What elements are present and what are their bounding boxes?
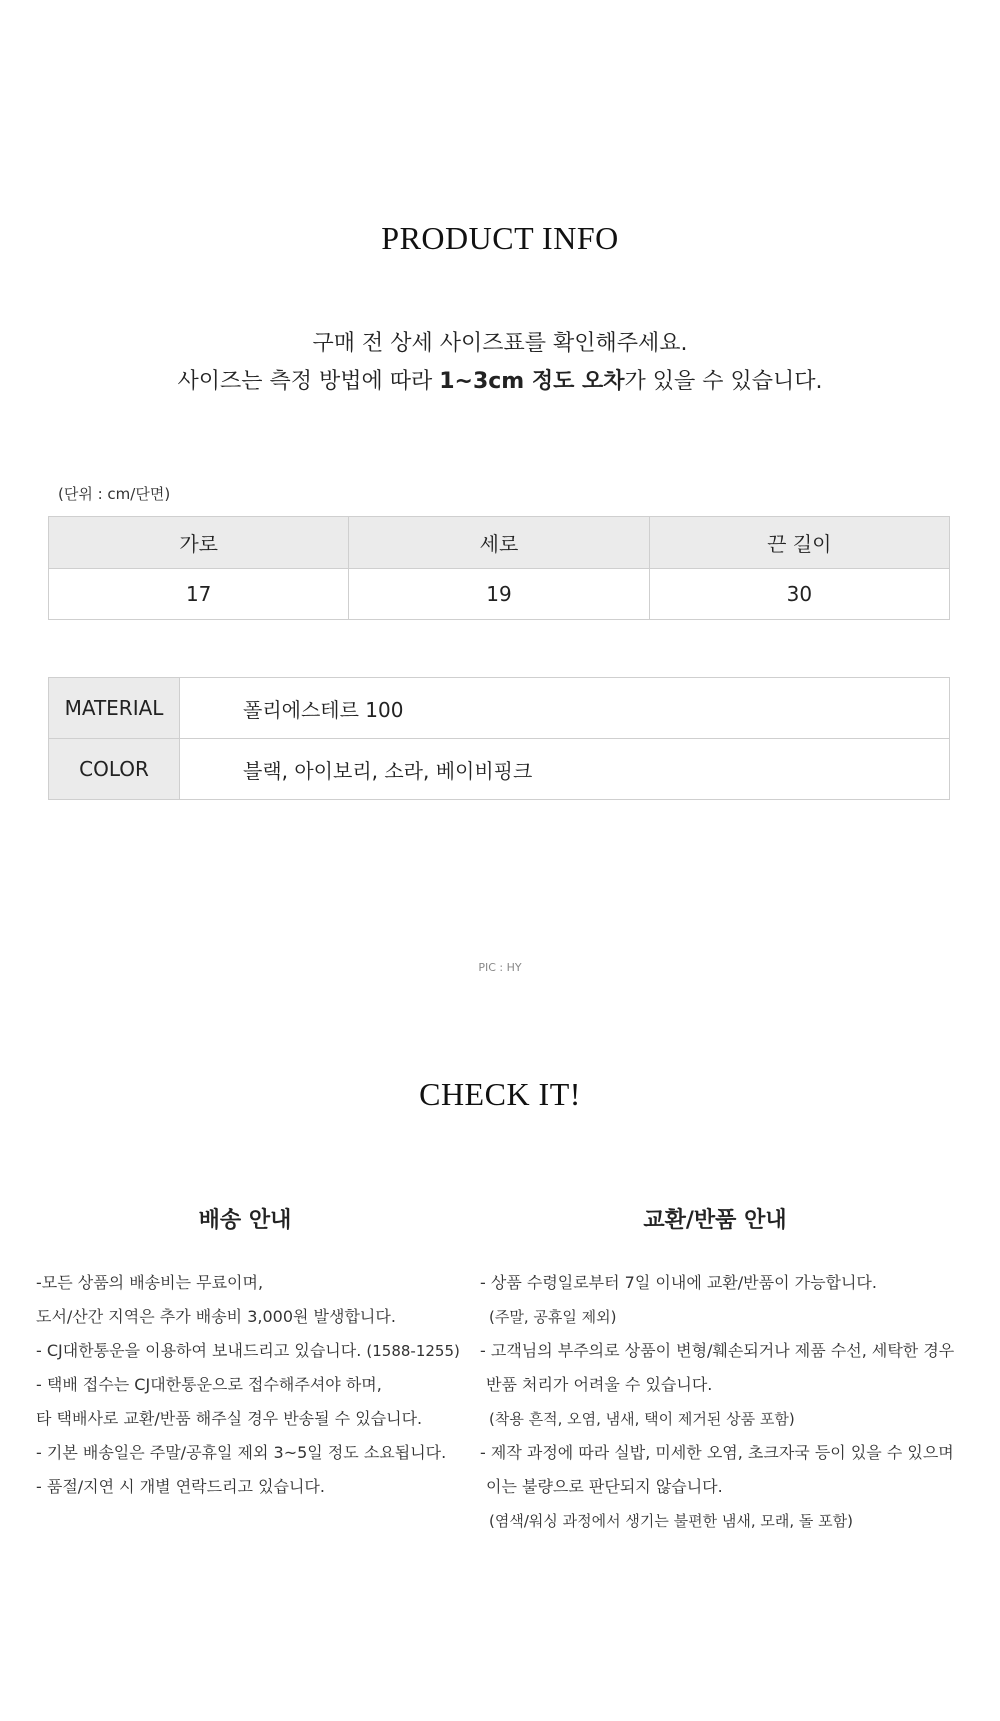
list-item: 이는 불량으로 판단되지 않습니다. <box>486 1477 723 1496</box>
list-item: (착용 흔적, 오염, 냄새, 택이 제거된 상품 포함) <box>489 1410 795 1428</box>
size-header-height: 세로 <box>349 517 649 569</box>
list-item <box>36 1334 460 1368</box>
intro-line-2-post: 가 있을 수 있습니다. <box>624 369 823 394</box>
size-table-value-row <box>49 569 950 620</box>
size-value-height: 19 <box>349 569 649 620</box>
product-info-title: PRODUCT INFO <box>381 220 619 256</box>
unit-note: (단위 : cm/단면) <box>58 485 171 503</box>
shipping-title: 배송 안내 <box>198 1208 292 1233</box>
list-item: - 고객님의 부주의로 상품이 변형/훼손되거나 제품 수선, 세탁한 경우 <box>480 1341 955 1360</box>
size-header-strap-length: 끈 길이 <box>649 517 949 569</box>
list-item: - 기본 배송일은 주말/공휴일 제외 3~5일 정도 소요됩니다. <box>36 1443 447 1462</box>
intro-line-2-emphasis: 1~3cm 정도 오차 <box>439 369 625 394</box>
photo-credit: PIC : HY <box>478 961 522 974</box>
list-item: - 상품 수령일로부터 7일 이내에 교환/반품이 가능합니다. <box>480 1273 877 1292</box>
list-item: 도서/산간 지역은 추가 배송비 3,000원 발생합니다. <box>36 1307 396 1326</box>
size-intro <box>0 325 1000 401</box>
phone-number: (1588-1255) <box>366 1342 460 1360</box>
color-value: 블랙, 아이보리, 소라, 베이비핑크 <box>180 739 950 800</box>
size-value-width: 17 <box>49 569 349 620</box>
size-header-width: 가로 <box>49 517 349 569</box>
exchange-title: 교환/반품 안내 <box>643 1208 787 1233</box>
exchange-info-list <box>480 1266 954 1538</box>
list-item: -모든 상품의 배송비는 무료이며, <box>36 1273 264 1292</box>
check-it-title: CHECK IT! <box>419 1076 581 1112</box>
spec-table <box>48 677 950 800</box>
list-item: - 품절/지연 시 개별 연락드리고 있습니다. <box>36 1477 325 1496</box>
intro-line-2 <box>0 363 1000 401</box>
intro-line-2-pre: 사이즈는 측정 방법에 따라 <box>177 369 440 394</box>
list-item-text: - CJ대한통운을 이용하여 보내드리고 있습니다. <box>36 1341 362 1360</box>
size-table-header-row <box>49 517 950 569</box>
shipping-info-list <box>36 1266 460 1504</box>
size-table <box>48 516 950 620</box>
list-item: 반품 처리가 어려울 수 있습니다. <box>486 1375 713 1394</box>
list-item: - 제작 과정에 따라 실밥, 미세한 오염, 초크자국 등이 있을 수 있으며 <box>480 1443 954 1462</box>
size-value-strap-length: 30 <box>649 569 949 620</box>
material-label: MATERIAL <box>49 678 180 739</box>
list-item: 타 택배사로 교환/반품 해주실 경우 반송될 수 있습니다. <box>36 1409 423 1428</box>
list-item: (주말, 공휴일 제외) <box>489 1308 617 1326</box>
material-value: 폴리에스테르 100 <box>180 678 950 739</box>
spec-row-color <box>49 739 950 800</box>
list-item: (염색/워싱 과정에서 생기는 불편한 냄새, 모래, 돌 포함) <box>489 1512 853 1530</box>
intro-line-1: 구매 전 상세 사이즈표를 확인해주세요. <box>312 331 688 356</box>
color-label: COLOR <box>49 739 180 800</box>
spec-row-material <box>49 678 950 739</box>
list-item: - 택배 접수는 CJ대한통운으로 접수해주셔야 하며, <box>36 1375 382 1394</box>
